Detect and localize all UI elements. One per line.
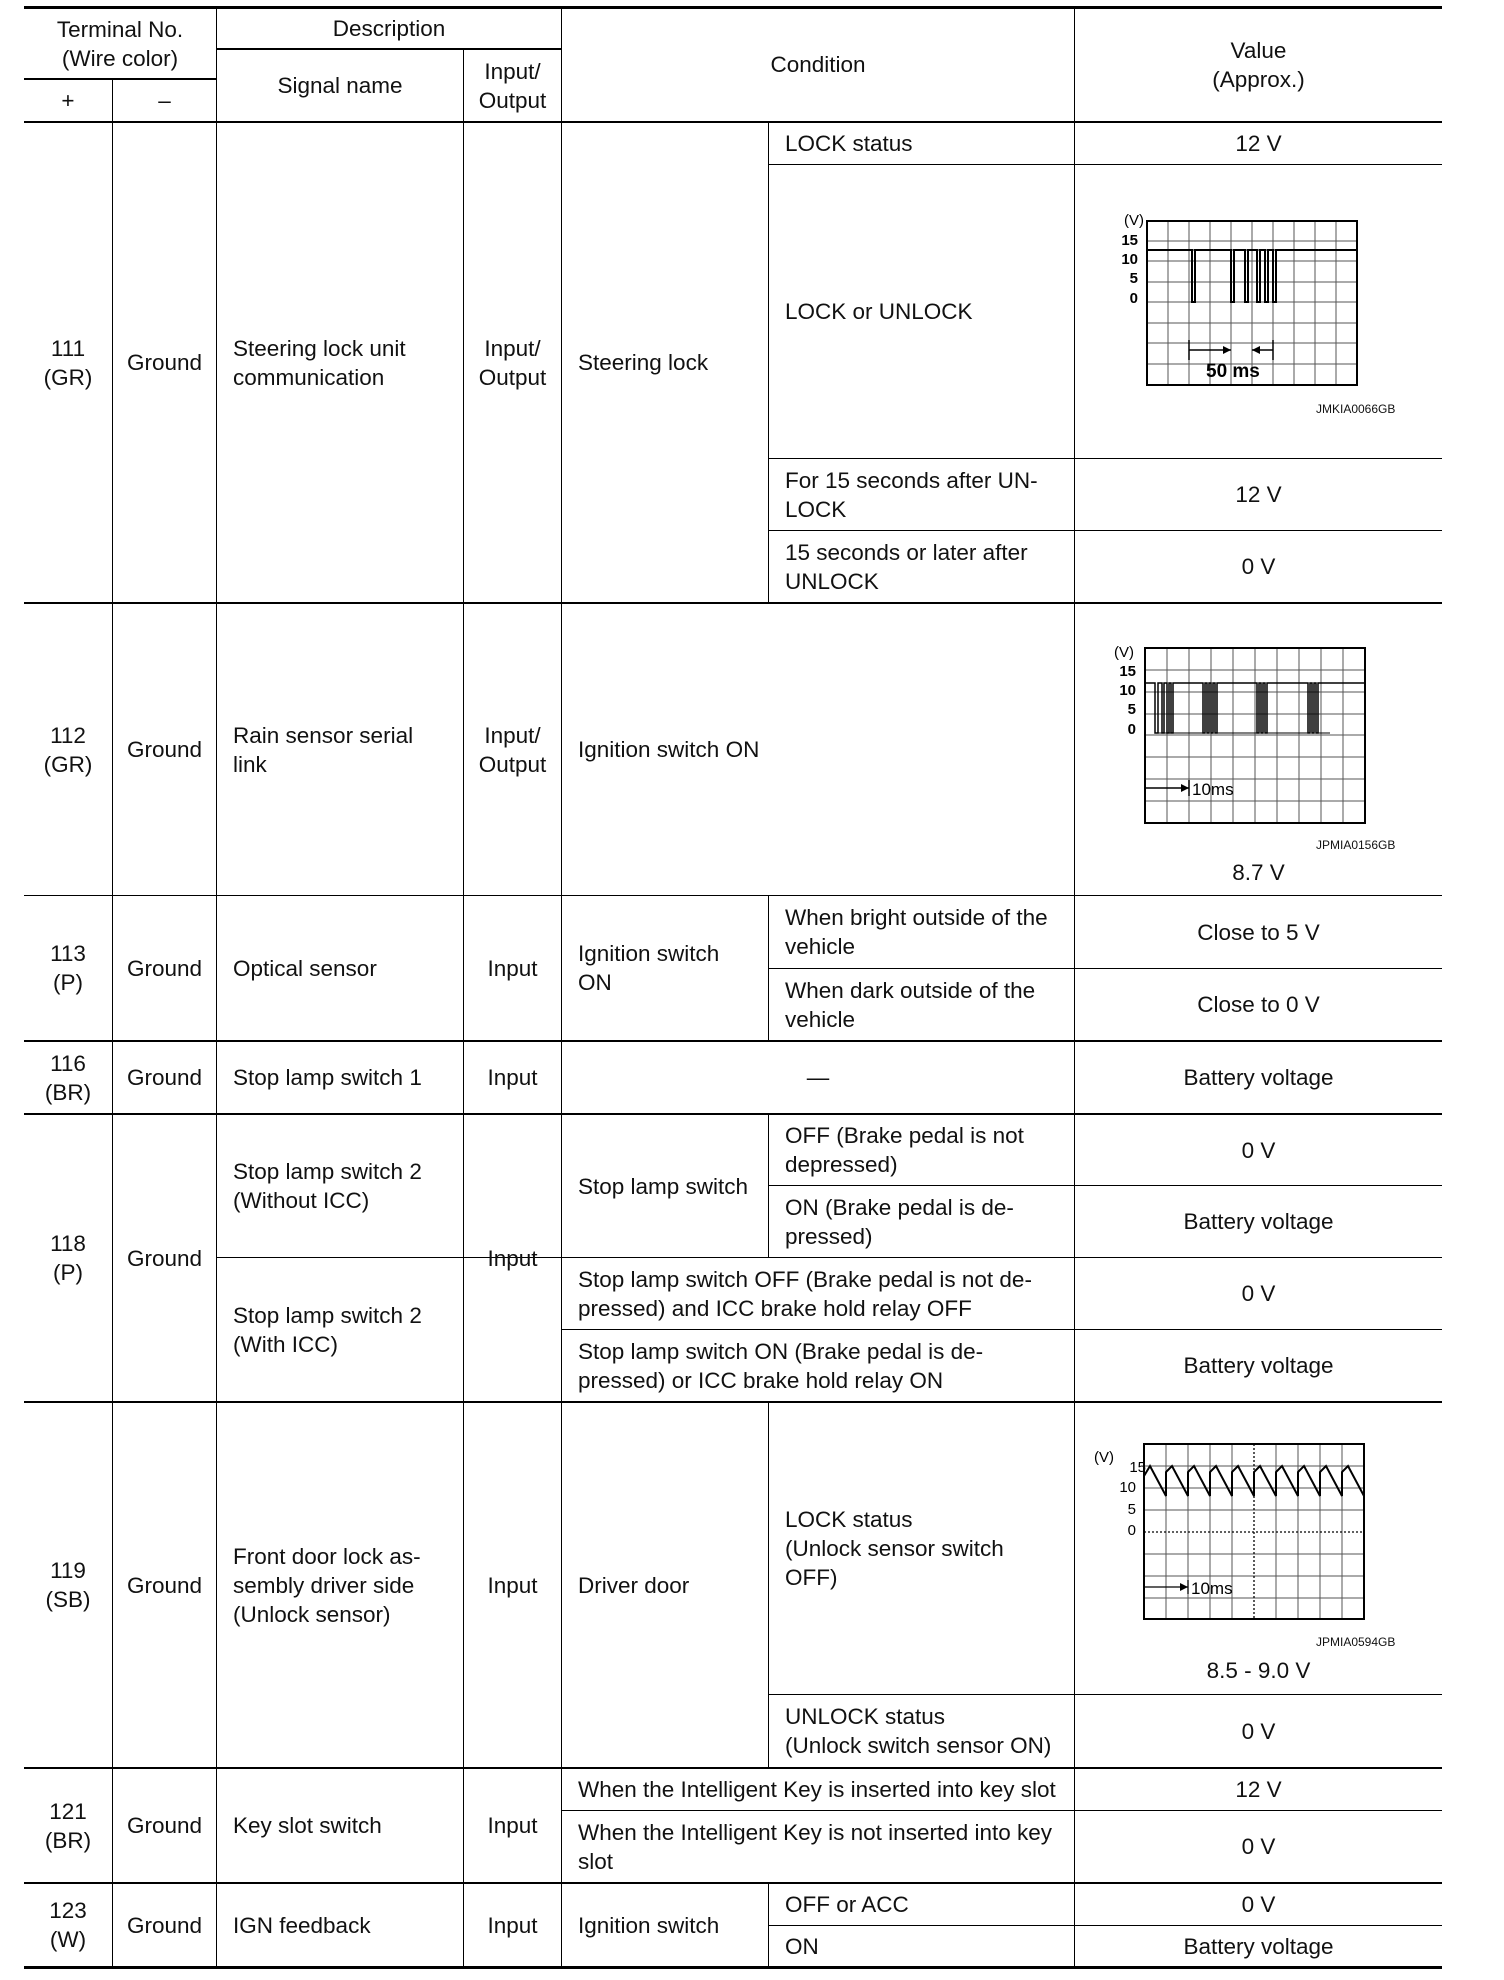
signal-121: Key slot switch [233, 1813, 382, 1838]
header-condition: Condition [770, 52, 866, 77]
figure-code-119: JPMIA0594GB [1316, 1635, 1396, 1649]
signal-116: Stop lamp switch 1 [233, 1065, 422, 1090]
subcond-111-3: For 15 seconds after UN- LOCK [785, 467, 1038, 522]
value-123-2: Battery voltage [1183, 1933, 1334, 1959]
header-terminal: Terminal No. (Wire color) [56, 16, 184, 71]
condition-118: Stop lamp switch [578, 1173, 749, 1199]
io-123: Input [487, 1912, 538, 1938]
scope-time-division: 10ms [1192, 780, 1234, 799]
terminal-111: 111 (GR) [43, 335, 93, 390]
terminal-112: 112 (GR) [43, 722, 93, 777]
value-119-2: 0 V [1241, 1718, 1276, 1744]
value-123-1: 0 V [1241, 1892, 1276, 1917]
ground-113: Ground [126, 955, 203, 981]
io-119: Input [487, 1572, 538, 1598]
signal-112: Rain sensor serial link [233, 722, 414, 777]
table-bottom-rule [24, 1966, 1442, 1969]
scope-tick-10: 10 [1119, 682, 1136, 699]
oscilloscope-waveform-unlock-sensor [1090, 1436, 1380, 1626]
signal-113: Optical sensor [233, 955, 377, 981]
oscilloscope-waveform-steering-lock [1100, 205, 1380, 390]
ground-121: Ground [126, 1813, 203, 1838]
scope-tick-0: 0 [1127, 1522, 1136, 1539]
value-121-2: 0 V [1241, 1834, 1276, 1859]
condition-112: Ignition switch ON [578, 737, 760, 762]
ground-111: Ground [126, 350, 203, 375]
terminal-118: 118 (P) [50, 1231, 86, 1285]
scope-unit: (V) [1124, 212, 1144, 229]
scope-tick-5: 5 [1129, 270, 1138, 287]
condition-119: Driver door [578, 1572, 690, 1598]
ground-119: Ground [126, 1572, 203, 1598]
subcond-111-2: LOCK or UNLOCK [785, 299, 973, 324]
scope-time-division: 50 ms [1206, 361, 1260, 382]
header-plus: + [61, 88, 75, 113]
value-118-2: Battery voltage [1183, 1209, 1334, 1234]
header-minus: – [158, 88, 171, 113]
signal-123: IGN feedback [233, 1912, 371, 1938]
subcond-119-1: LOCK status (Unlock sensor switch OFF) [785, 1507, 1004, 1590]
scope-tick-15: 15 [1119, 663, 1136, 680]
terminal-113: 113 (P) [50, 941, 86, 995]
subcond-119-2: UNLOCK status (Unlock switch sensor ON) [785, 1704, 1052, 1758]
figure-code-111: JMKIA0066GB [1316, 402, 1396, 416]
subcond-121-2: When the Intelligent Key is not inserted into key slot [578, 1819, 1053, 1874]
io-112: Input/ Output [478, 722, 547, 777]
figure-code-112: JPMIA0156GB [1316, 838, 1396, 852]
scope-tick-10: 10 [1121, 251, 1138, 268]
header-io: Input/ Output [478, 58, 547, 113]
value-121-1: 12 V [1235, 1777, 1282, 1802]
terminal-116: 116 (BR) [44, 1050, 92, 1105]
scope-tick-15: 15 [1129, 1459, 1146, 1476]
header-description: Description [332, 15, 446, 41]
io-113: Input [487, 955, 538, 981]
scope-tick-0: 0 [1127, 721, 1136, 738]
io-116: Input [487, 1065, 538, 1090]
condition-111: Steering lock [578, 350, 709, 375]
condition-113: Ignition switch ON [578, 941, 720, 995]
scope-time-division: 10ms [1191, 1579, 1233, 1598]
io-121: Input [487, 1813, 538, 1838]
terminal-123: 123 (W) [49, 1898, 87, 1952]
value-113-2: Close to 0 V [1197, 992, 1320, 1017]
subcond-113-1: When bright outside of the vehicle [785, 905, 1048, 959]
ground-112: Ground [126, 737, 203, 762]
scope-tick-15: 15 [1121, 232, 1138, 249]
value-116: Battery voltage [1183, 1065, 1334, 1090]
subcond-118-4: Stop lamp switch ON (Brake pedal is de- pressed) or ICC brake hold relay ON [578, 1338, 984, 1393]
value-119-1: 8.5 - 9.0 V [1206, 1657, 1311, 1683]
header-value: Value (Approx.) [1212, 37, 1305, 92]
subcond-118-2: ON (Brake pedal is de- pressed) [785, 1194, 1014, 1249]
signal-118-without-icc: Stop lamp switch 2 (Without ICC) [233, 1159, 422, 1213]
subcond-111-4: 15 seconds or later after UNLOCK [785, 539, 1028, 594]
subcond-123-2: ON [785, 1933, 819, 1959]
value-118-4: Battery voltage [1183, 1353, 1334, 1378]
condition-116: — [806, 1065, 830, 1090]
scope-tick-10: 10 [1119, 1479, 1136, 1496]
scope-tick-0: 0 [1129, 290, 1138, 307]
value-111-3: 12 V [1235, 482, 1282, 507]
value-111-4: 0 V [1241, 554, 1276, 579]
scope-unit: (V) [1114, 644, 1134, 661]
condition-123: Ignition switch [578, 1912, 720, 1938]
subcond-118-3: Stop lamp switch OFF (Brake pedal is not de- pressed) and ICC brake hold relay OFF [578, 1266, 1032, 1321]
ground-123: Ground [126, 1912, 203, 1938]
value-118-3: 0 V [1241, 1281, 1276, 1306]
terminal-119: 119 (SB) [45, 1558, 91, 1612]
scope-unit: (V) [1094, 1449, 1114, 1466]
value-112: 8.7 V [1232, 859, 1285, 885]
terminal-121: 121 (BR) [44, 1798, 92, 1853]
ground-116: Ground [126, 1065, 203, 1090]
scope-tick-5: 5 [1127, 701, 1136, 718]
subcond-113-2: When dark outside of the vehicle [785, 977, 1036, 1032]
subcond-121-1: When the Intelligent Key is inserted into key slot [578, 1777, 1056, 1802]
signal-119: Front door lock as- sembly driver side (Unlock sensor) [233, 1543, 421, 1627]
ground-118: Ground [126, 1245, 203, 1271]
subcond-111-1: LOCK status [785, 131, 913, 156]
oscilloscope-waveform-rain-sensor [1100, 638, 1380, 828]
signal-118-with-icc: Stop lamp switch 2 (With ICC) [233, 1302, 422, 1357]
io-118: Input [487, 1245, 538, 1271]
io-111: Input/ Output [478, 335, 547, 390]
scope-tick-5: 5 [1127, 1501, 1136, 1518]
value-111-1: 12 V [1235, 131, 1282, 156]
value-118-1: 0 V [1241, 1137, 1276, 1163]
signal-111: Steering lock unit communication [233, 335, 406, 390]
subcond-118-1: OFF (Brake pedal is not depressed) [785, 1123, 1024, 1177]
subcond-123-1: OFF or ACC [785, 1892, 909, 1917]
value-113-1: Close to 5 V [1197, 919, 1320, 945]
header-signal-name: Signal name [277, 73, 403, 98]
